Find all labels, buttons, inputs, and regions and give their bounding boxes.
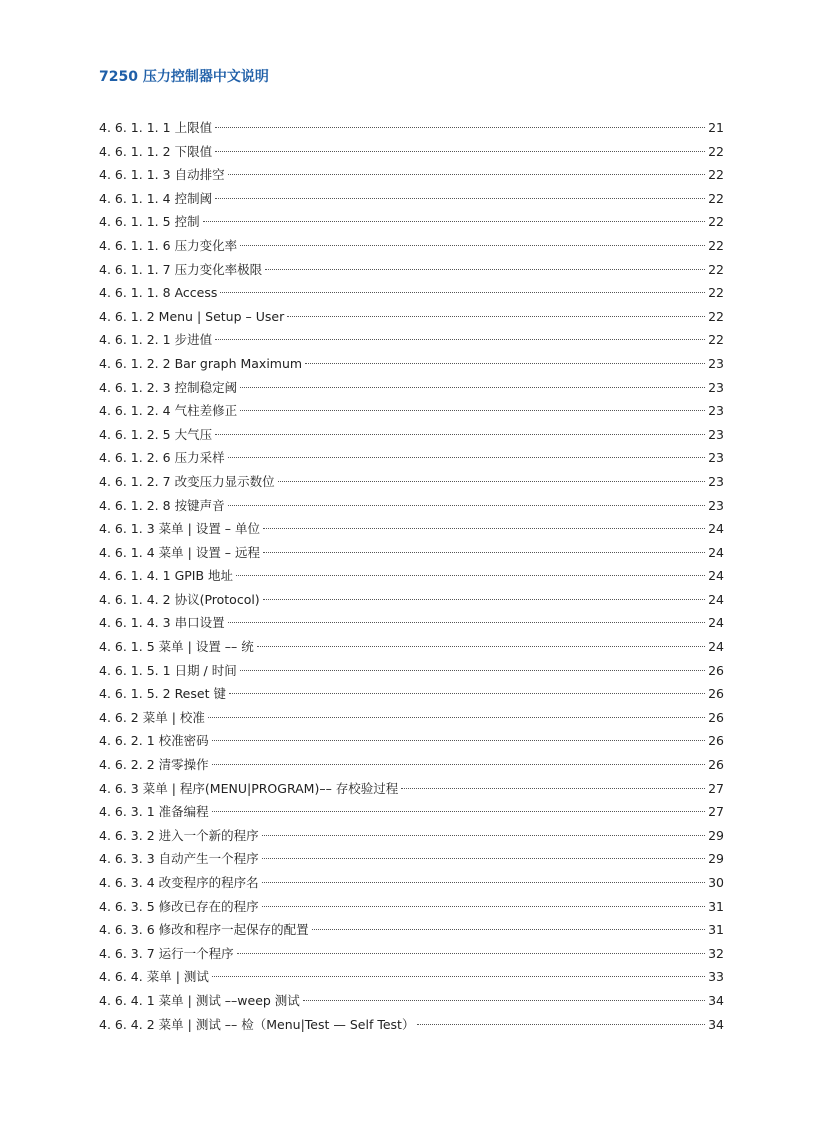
toc-dot-leader — [263, 528, 705, 529]
toc-entry-page-number: 23 — [708, 379, 724, 395]
toc-entry-number: 4. 6. 3. 6 — [99, 922, 155, 938]
toc-entry-page-number: 26 — [708, 662, 724, 678]
toc-entry-page-number: 22 — [708, 285, 724, 301]
toc-entry[interactable] — [99, 328, 724, 352]
toc-entry[interactable] — [99, 588, 724, 612]
toc-entry[interactable] — [99, 635, 724, 659]
toc-entry-page-number: 23 — [708, 403, 724, 419]
toc-entry[interactable] — [99, 753, 724, 777]
toc-entry-page-number: 21 — [708, 120, 724, 135]
toc-entry-number: 4. 6. 2 — [99, 709, 139, 725]
toc-entry[interactable] — [99, 494, 724, 518]
toc-entry-page-number: 31 — [708, 922, 724, 938]
toc-entry-number: 4. 6. 3. 2 — [99, 827, 155, 843]
toc-entry-title: 菜单 | 设置 – 远程 — [158, 544, 261, 560]
toc-entry-title: 菜单 | 校准 — [142, 709, 205, 725]
toc-entry-page-number: 24 — [708, 568, 724, 584]
toc-entry-title: 修改和程序一起保存的配置 — [158, 922, 309, 938]
toc-entry[interactable] — [99, 234, 724, 258]
toc-entry-title: 气柱差修正 — [174, 403, 238, 419]
toc-entry-title: 压力采样 — [174, 450, 225, 466]
toc-entry-number: 4. 6. 4. 2 — [99, 1016, 155, 1032]
toc-entry-number: 4. 6. 1. 4. 3 — [99, 615, 171, 631]
toc-entry[interactable] — [99, 847, 724, 871]
toc-entry-title: 日期 / 时间 — [174, 662, 237, 678]
toc-entry-number: 4. 6. 1. 5 — [99, 639, 155, 655]
toc-entry[interactable] — [99, 729, 724, 753]
toc-entry-title: Menu | Setup – User — [158, 308, 285, 324]
toc-entry[interactable] — [99, 352, 724, 376]
toc-entry[interactable] — [99, 659, 724, 683]
toc-entry-page-number: 24 — [708, 521, 724, 537]
toc-entry-title: 运行一个程序 — [158, 945, 234, 961]
toc-entry-number: 4. 6. 1. 1. 3 — [99, 167, 171, 183]
toc-entry-page-number: 26 — [708, 686, 724, 702]
toc-entry[interactable] — [99, 116, 724, 140]
toc-entry-title: 菜单 | 测试 ––weep 测试 — [158, 992, 300, 1008]
toc-dot-leader — [212, 764, 705, 765]
toc-entry-page-number: 22 — [708, 332, 724, 348]
toc-dot-leader — [220, 292, 705, 293]
toc-entry-page-number: 23 — [708, 355, 724, 371]
toc-entry-number: 4. 6. 1. 4. 1 — [99, 568, 171, 584]
toc-entry-page-number: 22 — [708, 261, 724, 277]
toc-dot-leader — [228, 174, 705, 175]
toc-entry-number: 4. 6. 1. 1. 4 — [99, 190, 171, 206]
toc-dot-leader — [263, 552, 705, 553]
toc-entry[interactable] — [99, 965, 724, 989]
toc-entry[interactable] — [99, 895, 724, 919]
toc-dot-leader — [303, 1000, 705, 1001]
toc-entry-number: 4. 6. 1. 2. 3 — [99, 379, 171, 395]
toc-entry-page-number: 22 — [708, 143, 724, 159]
toc-entry-number: 4. 6. 4. — [99, 969, 143, 985]
toc-entry-page-number: 22 — [708, 237, 724, 253]
toc-entry-page-number: 32 — [708, 945, 724, 961]
toc-entry-page-number: 23 — [708, 450, 724, 466]
toc-entry[interactable] — [99, 517, 724, 541]
toc-entry-title: Bar graph Maximum — [174, 355, 303, 371]
toc-dot-leader — [215, 198, 705, 199]
toc-entry-title: 清零操作 — [158, 757, 209, 773]
toc-entry-page-number: 27 — [708, 804, 724, 820]
toc-entry-number: 4. 6. 3 — [99, 780, 139, 796]
toc-entry[interactable] — [99, 446, 724, 470]
toc-entry[interactable] — [99, 777, 724, 801]
toc-entry-number: 4. 6. 3. 7 — [99, 945, 155, 961]
toc-entry[interactable] — [99, 706, 724, 730]
toc-entry-title: 压力变化率 — [174, 237, 238, 253]
toc-entry[interactable] — [99, 376, 724, 400]
toc-entry-page-number: 34 — [708, 992, 724, 1008]
toc-dot-leader — [212, 740, 705, 741]
toc-entry[interactable] — [99, 871, 724, 895]
toc-entry-title: 自动产生一个程序 — [158, 851, 259, 867]
toc-entry[interactable] — [99, 281, 724, 305]
toc-entry-number: 4. 6. 1. 5. 1 — [99, 662, 171, 678]
toc-entry-number: 4. 6. 1. 4. 2 — [99, 591, 171, 607]
toc-entry[interactable] — [99, 470, 724, 494]
toc-entry-title: 进入一个新的程序 — [158, 827, 259, 843]
toc-entry-title: 菜单 | 测试 –– 检（Menu|Test — Self Test） — [158, 1016, 415, 1032]
toc-entry-number: 4. 6. 1. 2. 8 — [99, 497, 171, 513]
toc-entry-number: 4. 6. 1. 2. 1 — [99, 332, 171, 348]
toc-entry-page-number: 23 — [708, 473, 724, 489]
toc-entry-page-number: 34 — [708, 1016, 724, 1032]
toc-entry-page-number: 30 — [708, 875, 724, 890]
toc-entry[interactable] — [99, 824, 724, 848]
toc-dot-leader — [215, 339, 705, 340]
toc-dot-leader — [262, 906, 705, 907]
toc-entry-page-number: 26 — [708, 733, 724, 749]
toc-entry-title: GPIB 地址 — [174, 568, 234, 584]
toc-entry[interactable] — [99, 258, 724, 282]
toc-entry[interactable] — [99, 305, 724, 329]
toc-entry-page-number: 27 — [708, 780, 724, 796]
toc-entry-number: 4. 6. 1. 1. 8 — [99, 285, 171, 301]
toc-entry[interactable] — [99, 210, 724, 234]
toc-entry-number: 4. 6. 3. 1 — [99, 804, 155, 820]
toc-dot-leader — [287, 316, 705, 317]
toc-dot-leader — [262, 835, 705, 836]
toc-entry-title: 串口设置 — [174, 615, 225, 631]
toc-dot-leader — [203, 221, 705, 222]
toc-dot-leader — [417, 1024, 705, 1025]
toc-entry-title: 菜单 | 设置 –– 统 — [158, 639, 254, 655]
toc-entry-number: 4. 6. 1. 1. 1 — [99, 120, 171, 135]
toc-dot-leader — [212, 811, 705, 812]
toc-entry-title: 步进值 — [174, 332, 213, 348]
toc-dot-leader — [240, 410, 705, 411]
toc-entry[interactable] — [99, 800, 724, 824]
toc-entry-number: 4. 6. 3. 4 — [99, 875, 155, 890]
toc-dot-leader — [278, 481, 705, 482]
toc-entry[interactable] — [99, 989, 724, 1013]
toc-entry-number: 4. 6. 2. 1 — [99, 733, 155, 749]
toc-entry-title: 菜单 | 程序(MENU|PROGRAM)–– 存校验过程 — [142, 780, 399, 796]
toc-entry-number: 4. 6. 1. 5. 2 — [99, 686, 171, 702]
toc-entry-title: 按键声音 — [174, 497, 225, 513]
toc-entry-page-number: 26 — [708, 709, 724, 725]
toc-entry-title: 大气压 — [174, 426, 213, 442]
toc-entry-page-number: 22 — [708, 167, 724, 183]
toc-entry-title: 控制阈 — [174, 190, 213, 206]
document-header-title: 7250 压力控制器中文说明 — [99, 69, 269, 85]
toc-entry-number: 4. 6. 1. 2. 4 — [99, 403, 171, 419]
toc-entry[interactable] — [99, 682, 724, 706]
toc-entry-number: 4. 6. 1. 2. 7 — [99, 473, 171, 489]
toc-entry[interactable] — [99, 140, 724, 164]
toc-dot-leader — [312, 929, 705, 930]
toc-dot-leader — [262, 882, 705, 883]
toc-dot-leader — [229, 693, 705, 694]
toc-entry-title: 菜单 | 设置 – 单位 — [158, 521, 261, 537]
toc-entry[interactable] — [99, 611, 724, 635]
toc-entry-number: 4. 6. 3. 5 — [99, 898, 155, 914]
toc-entry-page-number: 23 — [708, 426, 724, 442]
toc-entry-page-number: 33 — [708, 969, 724, 985]
toc-dot-leader — [212, 976, 705, 977]
toc-entry-title: 改变压力显示数位 — [174, 473, 275, 489]
toc-entry[interactable] — [99, 399, 724, 423]
toc-entry-title: 修改已存在的程序 — [158, 898, 259, 914]
toc-entry-title: 自动排空 — [174, 167, 225, 183]
toc-entry-title: Access — [174, 285, 218, 301]
toc-dot-leader — [265, 269, 705, 270]
toc-entry-page-number: 29 — [708, 827, 724, 843]
toc-dot-leader — [240, 670, 705, 671]
toc-dot-leader — [237, 953, 705, 954]
toc-entry-page-number: 31 — [708, 898, 724, 914]
toc-entry-title: 准备编程 — [158, 804, 209, 820]
toc-entry-title: Reset 键 — [174, 686, 226, 702]
toc-entry-title: 改变程序的程序名 — [158, 875, 259, 890]
toc-entry-title: 下限值 — [174, 143, 213, 159]
toc-entry-page-number: 22 — [708, 308, 724, 324]
toc-dot-leader — [401, 788, 705, 789]
toc-entry-number: 4. 6. 1. 3 — [99, 521, 155, 537]
toc-entry-title: 上限值 — [174, 120, 213, 135]
toc-entry-number: 4. 6. 1. 2. 2 — [99, 355, 171, 371]
toc-entry-number: 4. 6. 1. 1. 6 — [99, 237, 171, 253]
toc-entry-number: 4. 6. 1. 4 — [99, 544, 155, 560]
toc-entry[interactable] — [99, 541, 724, 565]
toc-entry-number: 4. 6. 1. 1. 5 — [99, 214, 171, 230]
toc-entry[interactable] — [99, 163, 724, 187]
toc-entry-number: 4. 6. 1. 2 — [99, 308, 155, 324]
toc-entry-page-number: 29 — [708, 851, 724, 867]
toc-dot-leader — [228, 505, 705, 506]
toc-dot-leader — [240, 387, 705, 388]
table-of-contents — [99, 116, 724, 1036]
toc-entry-title: 压力变化率极限 — [174, 261, 263, 277]
toc-entry-title: 菜单 | 测试 — [146, 969, 209, 985]
toc-entry[interactable] — [99, 423, 724, 447]
toc-dot-leader — [215, 151, 705, 152]
toc-dot-leader — [228, 622, 705, 623]
toc-entry-page-number: 22 — [708, 214, 724, 230]
toc-entry-number: 4. 6. 4. 1 — [99, 992, 155, 1008]
toc-entry-page-number: 22 — [708, 190, 724, 206]
toc-dot-leader — [215, 434, 705, 435]
toc-dot-leader — [262, 858, 705, 859]
toc-entry-number: 4. 6. 3. 3 — [99, 851, 155, 867]
toc-dot-leader — [240, 245, 705, 246]
toc-entry-page-number: 23 — [708, 497, 724, 513]
toc-entry-title: 控制 — [174, 214, 200, 230]
toc-dot-leader — [305, 363, 705, 364]
toc-entry-number: 4. 6. 2. 2 — [99, 757, 155, 773]
toc-dot-leader — [236, 575, 705, 576]
toc-entry-page-number: 24 — [708, 591, 724, 607]
toc-entry[interactable] — [99, 1013, 724, 1037]
toc-entry-title: 控制稳定阈 — [174, 379, 238, 395]
toc-entry-page-number: 24 — [708, 639, 724, 655]
toc-entry[interactable] — [99, 187, 724, 211]
toc-dot-leader — [257, 646, 705, 647]
toc-entry-page-number: 24 — [708, 615, 724, 631]
toc-entry-page-number: 24 — [708, 544, 724, 560]
toc-dot-leader — [263, 599, 705, 600]
toc-entry[interactable] — [99, 942, 724, 966]
toc-entry-number: 4. 6. 1. 1. 7 — [99, 261, 171, 277]
toc-entry-number: 4. 6. 1. 2. 6 — [99, 450, 171, 466]
toc-dot-leader — [208, 717, 705, 718]
toc-entry[interactable] — [99, 918, 724, 942]
toc-entry-number: 4. 6. 1. 1. 2 — [99, 143, 171, 159]
toc-entry-page-number: 26 — [708, 757, 724, 773]
toc-entry[interactable] — [99, 564, 724, 588]
toc-entry-title: 协议(Protocol) — [174, 591, 260, 607]
toc-entry-title: 校准密码 — [158, 733, 209, 749]
toc-dot-leader — [228, 457, 705, 458]
toc-dot-leader — [215, 127, 705, 128]
toc-entry-number: 4. 6. 1. 2. 5 — [99, 426, 171, 442]
